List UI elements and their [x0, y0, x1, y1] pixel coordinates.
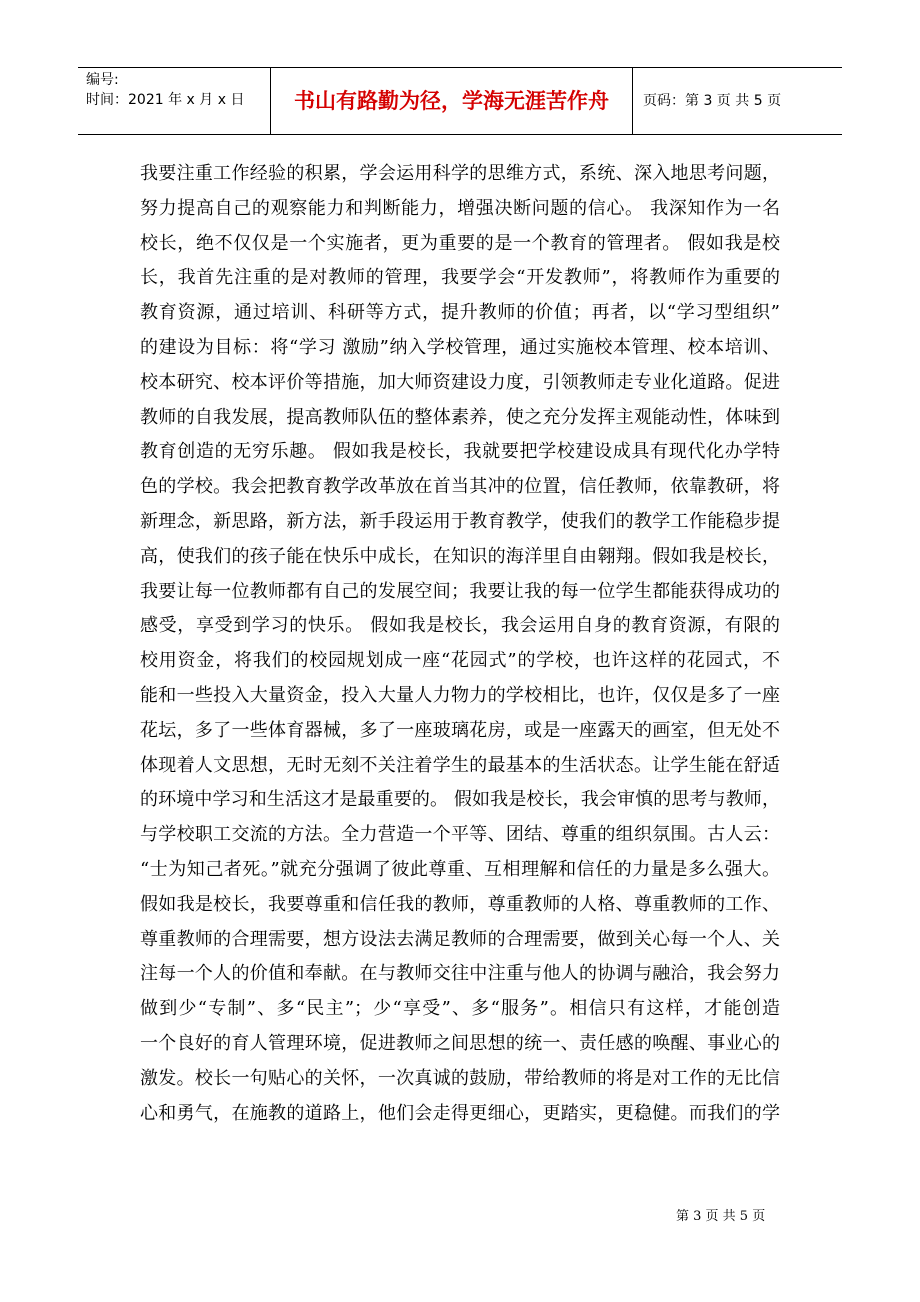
body-text-line: 长，我首先注重的是对教师的管理，我要学会“开发教师”，将教师作为重要的 — [140, 267, 780, 289]
document-code-label: 编号: — [86, 72, 119, 88]
body-text-line: 我要让每一位教师都有自己的发展空间；我要让我的每一位学生都能获得成功的 — [140, 580, 780, 602]
body-text-line: 注每一个人的价值和奉献。在与教师交往中注重与他人的协调与融洽，我会努力 — [140, 963, 780, 985]
body-text-line: 教育资源，通过培训、科研等方式，提升教师的价值；再者，以“学习型组织” — [140, 302, 780, 324]
body-text-line: 感受，享受到学习的快乐。 假如我是校长，我会运用自身的教育资源，有限的 — [140, 615, 780, 637]
body-text-line: 新理念，新思路，新方法，新手段运用于教育教学，使我们的教学工作能稳步提 — [140, 510, 780, 532]
body-text-line: 校长，绝不仅仅是一个实施者，更为重要的是一个教育的管理者。 假如我是校 — [140, 232, 780, 254]
body-text-line: 的环境中学习和生活这才是最重要的。 假如我是校长，我会审慎的思考与教师， — [140, 789, 780, 811]
body-text-line: 做到少“专制”、多“民主”；少“享受”、多“服务”。相信只有这样，才能创造 — [140, 998, 780, 1020]
body-text-line: 校本研究、校本评价等措施，加大师资建设力度，引领教师走专业化道路。促进 — [140, 371, 780, 393]
body-text-line: 心和勇气，在施教的道路上，他们会走得更细心，更踏实，更稳健。而我们的学 — [140, 1102, 780, 1124]
body-text-line: 努力提高自己的观察能力和判断能力，增强决断问题的信心。 我深知作为一名 — [140, 197, 780, 219]
body-text-line: 高，使我们的孩子能在快乐中成长，在知识的海洋里自由翱翔。假如我是校长， — [140, 545, 780, 567]
body-text-line: 与学校职工交流的方法。全力营造一个平等、团结、尊重的组织氛围。古人云： — [140, 824, 780, 846]
body-text-line: “士为知己者死。”就充分强调了彼此尊重、互相理解和信任的力量是多么强大。 — [140, 858, 780, 880]
body-text-line: 我要注重工作经验的积累，学会运用科学的思维方式，系统、深入地思考问题， — [140, 163, 780, 184]
document-body — [140, 157, 780, 1131]
body-text-line: 能和一些投入大量资金，投入大量人力物力的学校相比，也许，仅仅是多了一座 — [140, 684, 780, 706]
body-text-line: 教育创造的无穷乐趣。 假如我是校长，我就要把学校建设成具有现代化办学特 — [140, 441, 780, 463]
body-text-line: 教师的自我发展，提高教师队伍的整体素养，使之充分发挥主观能动性，体味到 — [140, 406, 780, 428]
body-text-line: 体现着人文思想，无时无刻不关注着学生的最基本的生活状态。让学生能在舒适 — [140, 754, 780, 776]
header-meta — [78, 68, 271, 134]
body-text-line: 校用资金，将我们的校园规划成一座“花园式”的学校，也许这样的花园式，不 — [140, 650, 780, 672]
body-text-line: 一个良好的育人管理环境，促进教师之间思想的统一、责任感的唤醒、事业心的 — [140, 1032, 780, 1054]
body-text-line: 激发。校长一句贴心的关怀，一次真诚的鼓励，带给教师的将是对工作的无比信 — [140, 1067, 780, 1089]
header-motto: 书山有路勤为径，学海无涯苦作舟 — [271, 68, 633, 134]
body-text-line: 花坛，多了一些体育器械，多了一座玻璃花房，或是一座露天的画室，但无处不 — [140, 719, 780, 741]
document-date: 时间：2021 年 x 月 x 日 — [86, 92, 245, 108]
body-text-line: 尊重教师的合理需要，想方设法去满足教师的合理需要，做到关心每一个人、关 — [140, 928, 780, 950]
body-text-line: 假如我是校长，我要尊重和信任我的教师，尊重教师的人格、尊重教师的工作、 — [140, 893, 780, 915]
page-header — [78, 67, 842, 135]
header-page-info: 页码：第 3 页 共 5 页 — [643, 93, 782, 109]
body-text-line: 色的学校。我会把教育教学改革放在首当其冲的位置，信任教师，依靠教研，将 — [140, 476, 780, 498]
body-text-line: 的建设为目标：将“学习 激励”纳入学校管理，通过实施校本管理、校本培训、 — [140, 336, 780, 358]
page-footer: 第 3 页 共 5 页 — [676, 1209, 766, 1224]
